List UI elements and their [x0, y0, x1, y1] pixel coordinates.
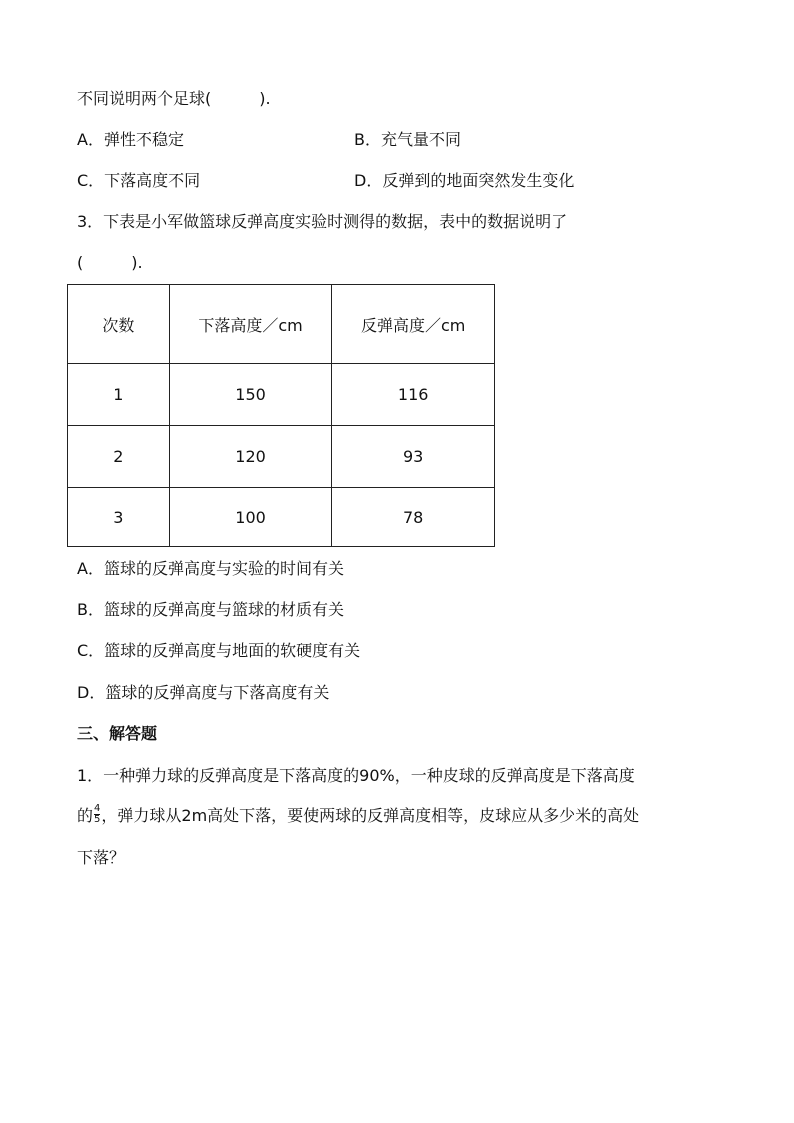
section-3-question-1-line1: 1．一种弹力球的反弹高度是下落高度的90%，一种皮球的反弹高度是下落高度 [77, 766, 635, 785]
table-cell: 100 [169, 488, 332, 547]
fraction-numerator: 4 [94, 803, 101, 814]
line2-suffix: ，弹力球从2m高处下落，要使两球的反弹高度相等，皮球应从多少米的高处 [101, 806, 640, 825]
question-2-option-d: D．反弹到的地面突然发生变化 [354, 171, 575, 190]
fraction-four-fifths [94, 804, 100, 825]
table-header-cell: 反弹高度／cm [332, 285, 495, 364]
table-cell: 93 [332, 426, 495, 488]
table-cell: 2 [68, 426, 170, 488]
table-header-cell: 下落高度／cm [169, 285, 332, 364]
question-3-option-a: A．篮球的反弹高度与实验的时间有关 [77, 559, 344, 578]
section-3-heading: 三、解答题 [77, 724, 158, 743]
table-cell: 3 [68, 488, 170, 547]
question-3-stem-line2: ( ). [77, 253, 143, 272]
question-3-stem-line1: 3．下表是小军做篮球反弹高度实验时测得的数据，表中的数据说明了 [77, 212, 568, 231]
table-row [68, 426, 495, 488]
question-2-option-b: B．充气量不同 [354, 130, 461, 149]
question-3-option-c: C．篮球的反弹高度与地面的软硬度有关 [77, 641, 361, 660]
table-cell: 150 [169, 364, 332, 426]
bounce-data-table [67, 284, 495, 547]
table-row [68, 364, 495, 426]
table-cell: 1 [68, 364, 170, 426]
fraction-denominator: 5 [94, 814, 101, 825]
section-3-question-1-line2 [77, 805, 639, 827]
table-cell: 120 [169, 426, 332, 488]
table-cell: 116 [332, 364, 495, 426]
table-header-row [68, 285, 495, 364]
line2-prefix: 的 [77, 806, 94, 825]
question-2-stem-tail: 不同说明两个足球( ). [77, 89, 271, 108]
question-2-option-a: A．弹性不稳定 [77, 130, 184, 149]
table-header-cell: 次数 [68, 285, 170, 364]
question-3-option-d: D．篮球的反弹高度与下落高度有关 [77, 683, 330, 702]
question-3-option-b: B．篮球的反弹高度与篮球的材质有关 [77, 600, 344, 619]
question-2-option-c: C．下落高度不同 [77, 171, 201, 190]
table-cell: 78 [332, 488, 495, 547]
section-3-question-1-line3: 下落？ [77, 848, 126, 867]
table-row [68, 488, 495, 547]
